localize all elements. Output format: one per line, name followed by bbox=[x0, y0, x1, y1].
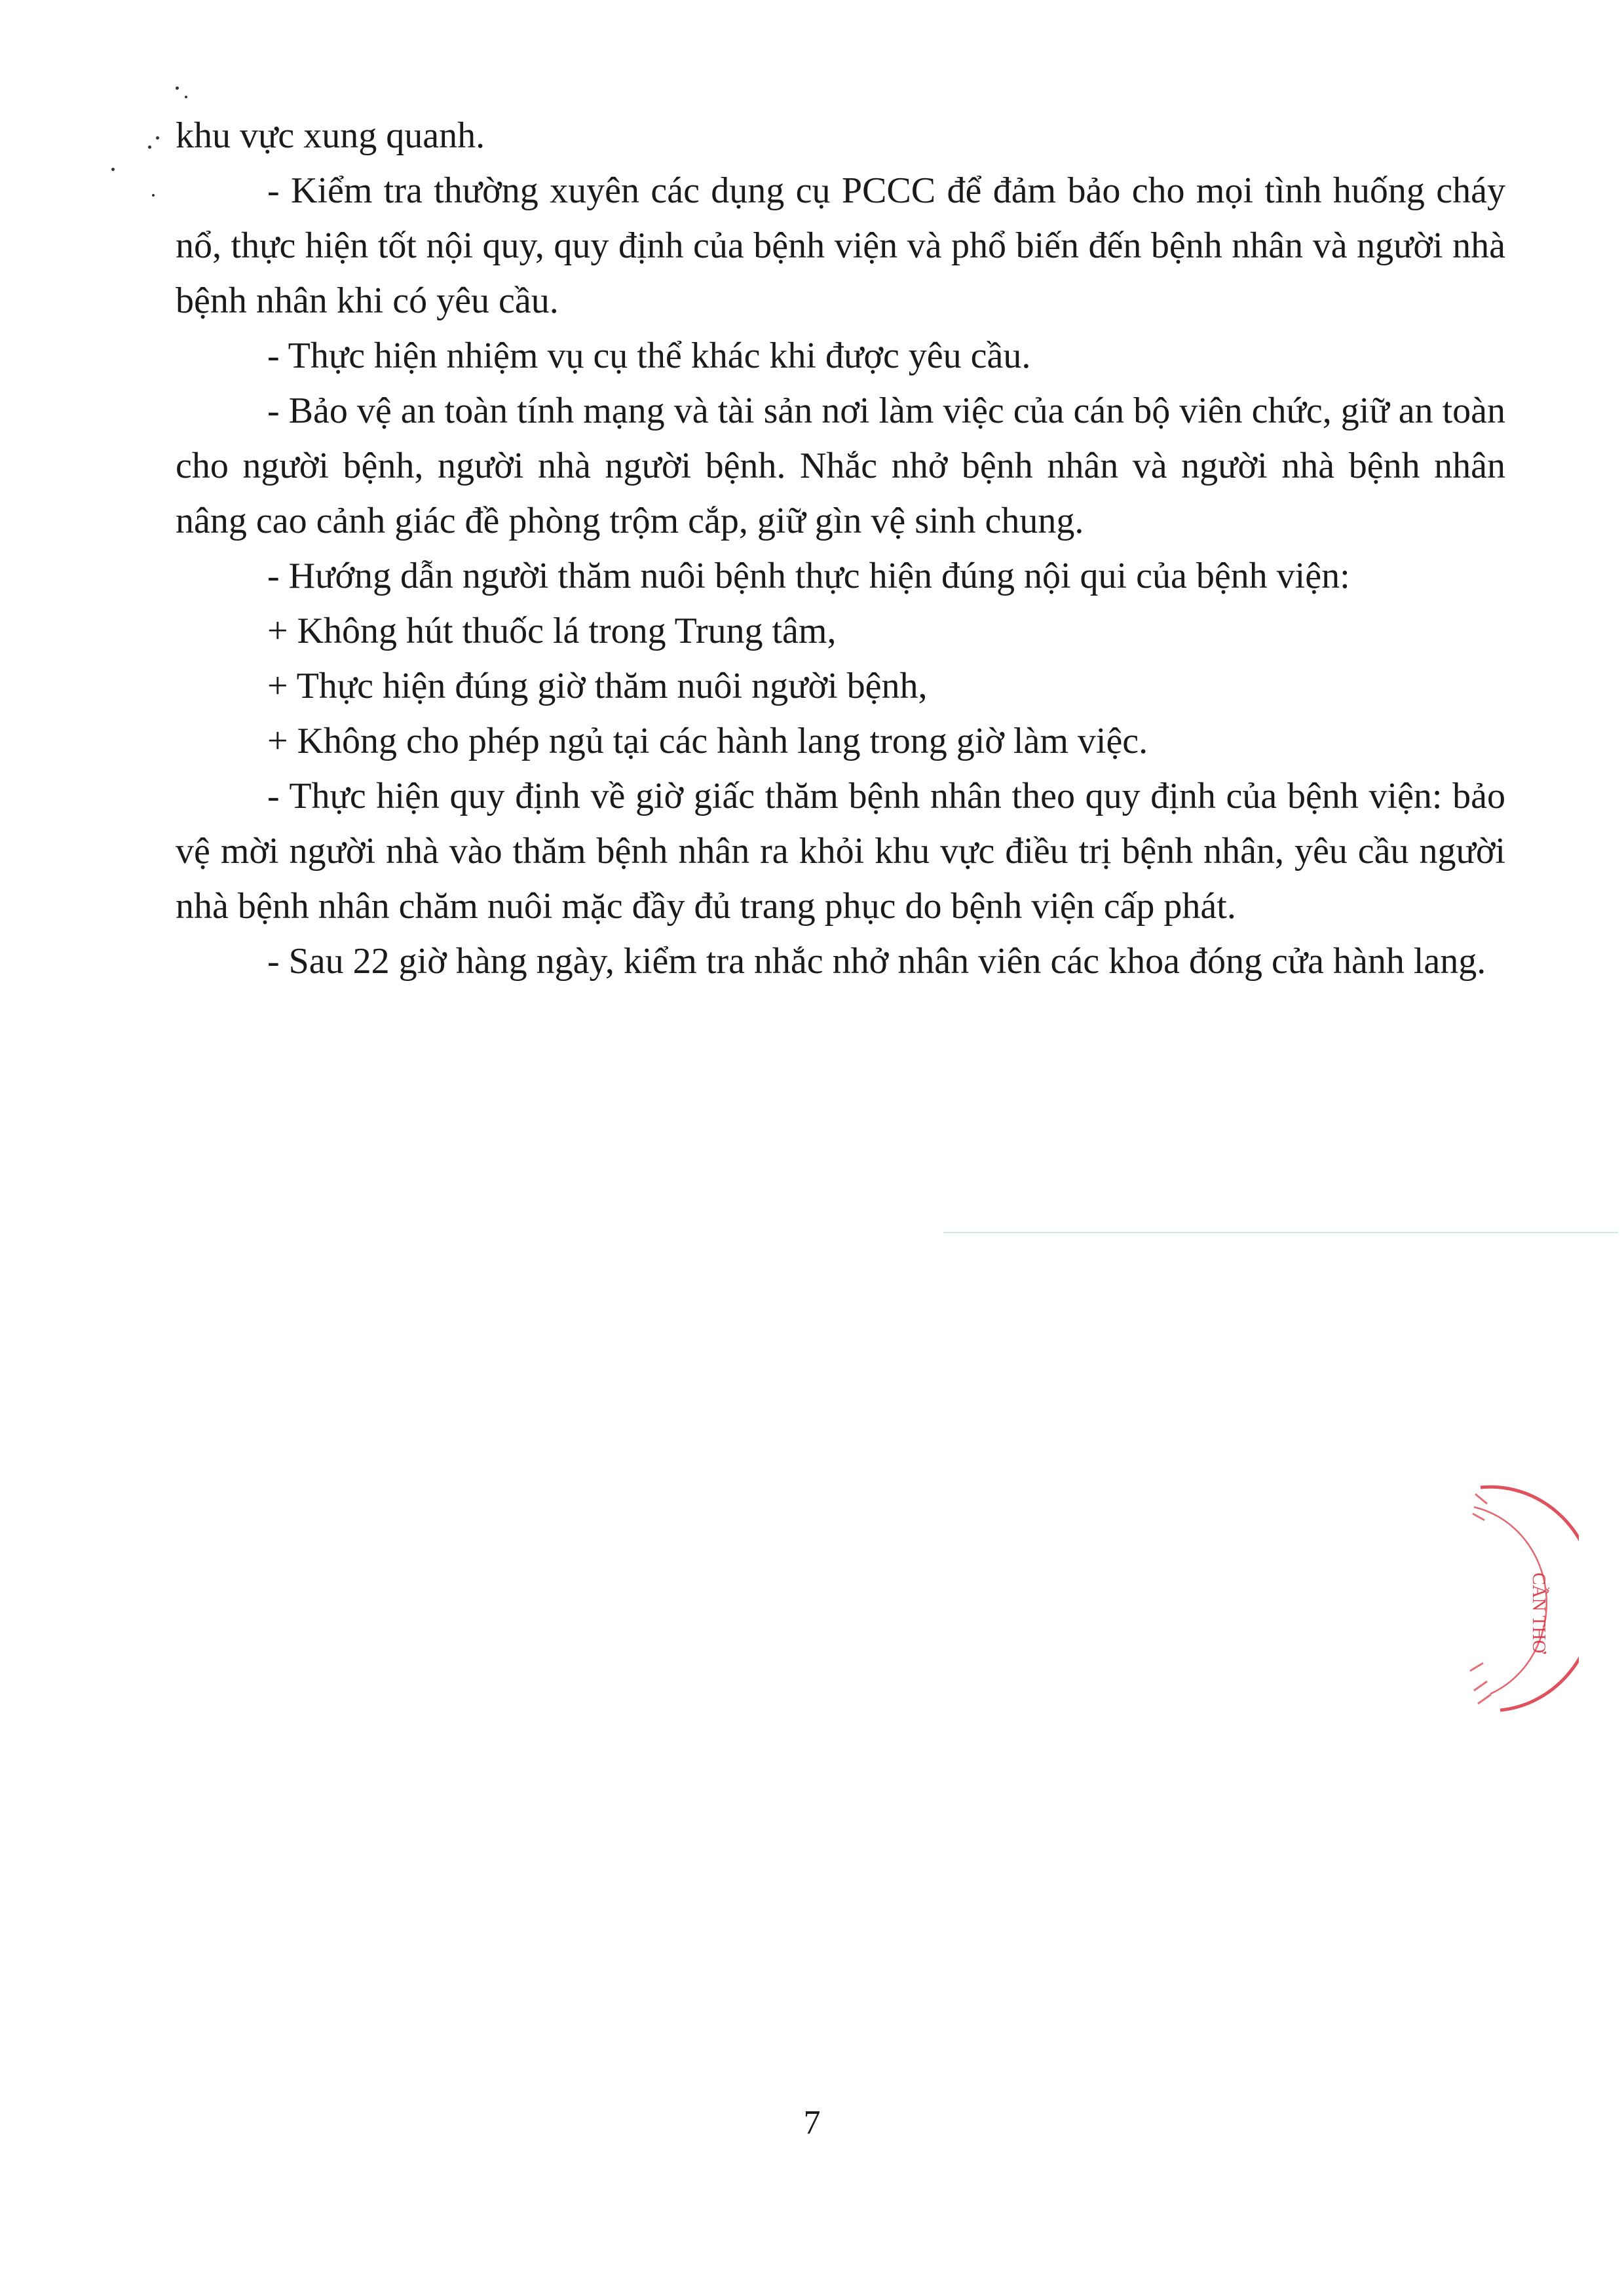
faint-rule bbox=[943, 1232, 1618, 1233]
paragraph-9: - Thực hiện quy định về giờ giấc thăm bệnh nhân theo quy định của bệnh viện: bảo vệ mời người nhà vào thăm bệnh nhân ra khỏi khu vực điều trị bệnh nhân, yêu cầu người nhà bệnh nhân chăm nuôi mặc đầy đủ trang phục do bệnh viện cấp phát. bbox=[176, 776, 1505, 927]
red-seal-stamp bbox=[1461, 1474, 1579, 1723]
page-number: 7 bbox=[803, 2104, 821, 2141]
scan-mark bbox=[148, 145, 151, 149]
paragraph-3: - Thực hiện nhiệm vụ cụ thể khác khi được yêu cầu. bbox=[267, 335, 1031, 376]
body-text bbox=[176, 108, 1505, 989]
paragraph-10: - Sau 22 giờ hàng ngày, kiểm tra nhắc nhở nhân viên các khoa đóng cửa hành lang. bbox=[267, 941, 1486, 982]
paragraph-2: - Kiểm tra thường xuyên các dụng cụ PCCC để đảm bảo cho mọi tình huống cháy nổ, thực hiện tốt nội quy, quy định của bệnh viện và phổ biến đến bệnh nhân và người nhà bệnh nhân khi có yêu cầu. bbox=[176, 170, 1505, 321]
scan-mark bbox=[152, 194, 155, 197]
scan-mark bbox=[156, 136, 159, 140]
scan-mark bbox=[111, 168, 115, 171]
paragraph-8: + Không cho phép ngủ tại các hành lang trong giờ làm việc. bbox=[267, 721, 1148, 761]
scan-mark bbox=[176, 86, 179, 90]
paragraph-5: - Hướng dẫn người thăm nuôi bệnh thực hiện đúng nội qui của bệnh viện: bbox=[267, 556, 1350, 596]
paragraph-7: + Thực hiện đúng giờ thăm nuôi người bệnh, bbox=[267, 666, 928, 706]
paragraph-6: + Không hút thuốc lá trong Trung tâm, bbox=[267, 611, 837, 651]
scan-mark bbox=[185, 96, 187, 98]
paragraph-4: - Bảo vệ an toàn tính mạng và tài sản nơi làm việc của cán bộ viên chức, giữ an toàn cho người bệnh, người nhà người bệnh. Nhắc nhở bệnh nhân và người nhà bệnh nhân nâng cao cảnh giác đề phòng trộm cắp, giữ gìn vệ sinh chung. bbox=[176, 391, 1505, 541]
stamp-text: CẦN THƠ bbox=[1528, 1573, 1549, 1654]
paragraph-1: khu vực xung quanh. bbox=[176, 115, 485, 156]
